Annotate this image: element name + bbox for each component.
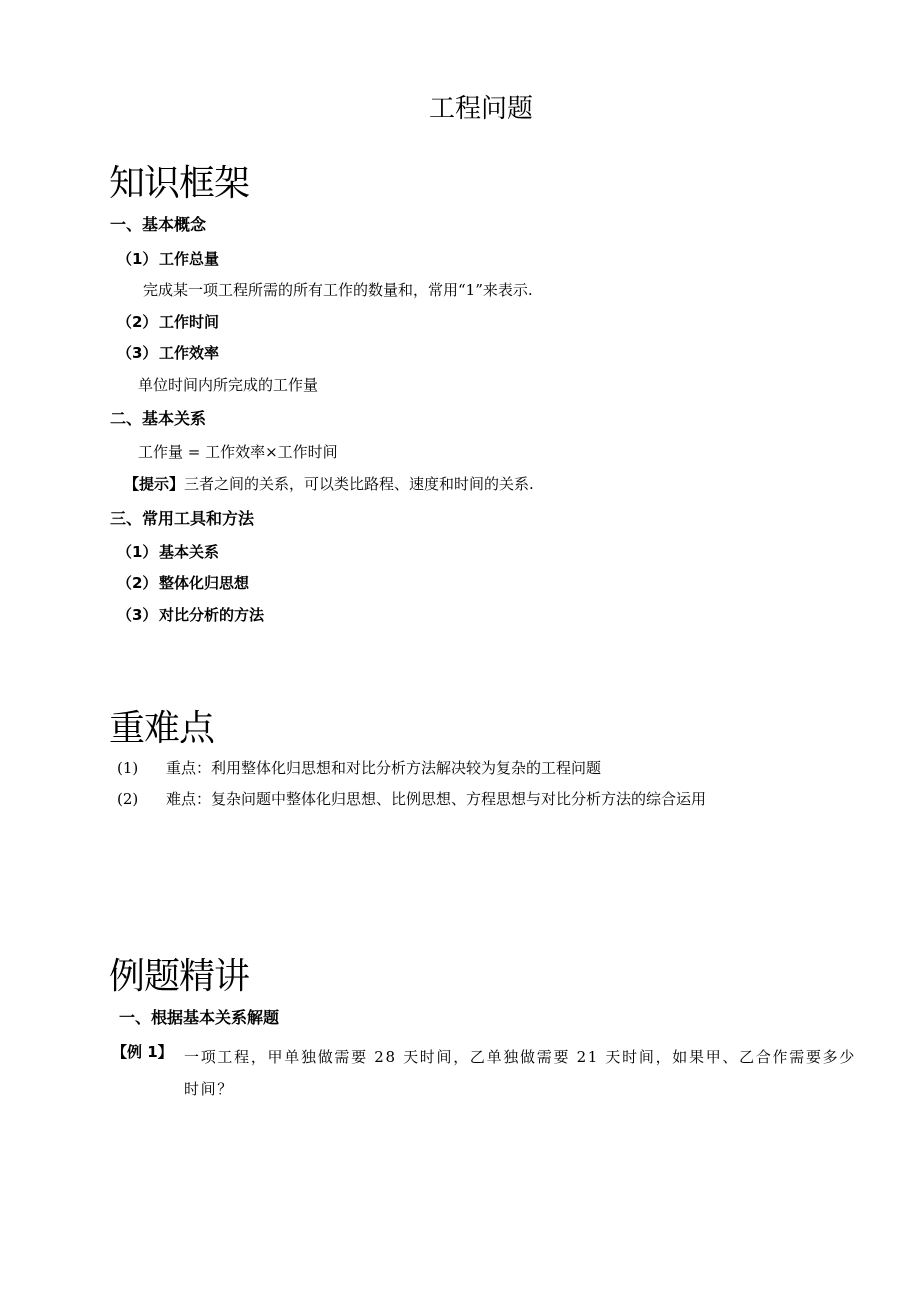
hint-label: 【提示】	[124, 475, 185, 493]
item-label: 对比分析的方法	[159, 606, 265, 624]
item-text: 难点：复杂问题中整体化归思想、比例思想、方程思想与对比分析方法的综合运用	[166, 790, 707, 808]
item-number: (2)	[117, 790, 139, 808]
concept-item-total-work	[117, 248, 219, 269]
item-label: 基本关系	[159, 543, 220, 561]
section-heading-knowledge: 知识框架	[109, 163, 250, 204]
subsection-basic-relation: 二、基本关系	[110, 409, 207, 428]
section-heading-examples: 例题精讲	[109, 956, 250, 997]
relation-formula: 工作量 = 工作效率×工作时间	[138, 443, 338, 461]
keypoint-item-difficulty	[117, 788, 706, 809]
concept-item-work-time	[117, 311, 219, 332]
item-text: 重点：利用整体化归思想和对比分析方法解决较为复杂的工程问题	[166, 759, 602, 777]
item-number: (1)	[117, 759, 139, 777]
keypoint-item-focus	[117, 757, 601, 778]
efficiency-description: 单位时间内所完成的工作量	[138, 376, 319, 394]
example-question: 一项工程，甲单独做需要 28 天时间，乙单独做需要 21 天时间，如果甲、乙合作需要多少时间？	[184, 1048, 856, 1098]
section-heading-keypoints: 重难点	[109, 708, 215, 749]
method-item-basic-relation	[117, 541, 219, 562]
item-number: （1）	[117, 543, 158, 561]
subsection-tools-methods: 三、常用工具和方法	[110, 509, 255, 528]
total-work-description: 完成某一项工程所需的所有工作的数量和，常用“1”来表示.	[143, 281, 533, 299]
item-label: 整体化归思想	[159, 574, 250, 592]
method-item-comparison	[117, 604, 264, 625]
item-label: 工作总量	[159, 250, 220, 268]
item-number: （3）	[117, 606, 158, 624]
method-item-holistic	[117, 572, 249, 593]
item-label: 工作效率	[159, 344, 220, 362]
item-label: 工作时间	[159, 313, 220, 331]
example-label: 【例 1】	[112, 1043, 173, 1061]
subsection-basic-concepts: 一、基本概念	[110, 215, 207, 234]
item-number: （1）	[117, 250, 158, 268]
concept-item-efficiency	[117, 342, 219, 363]
item-number: （2）	[117, 574, 158, 592]
subsection-solve-by-relation: 一、根据基本关系解题	[119, 1008, 280, 1027]
item-number: （3）	[117, 344, 158, 362]
hint-text: 三者之间的关系，可以类比路程、速度和时间的关系.	[184, 475, 534, 493]
item-number: （2）	[117, 313, 158, 331]
hint-line	[124, 473, 534, 494]
document-title: 工程问题	[428, 94, 533, 124]
